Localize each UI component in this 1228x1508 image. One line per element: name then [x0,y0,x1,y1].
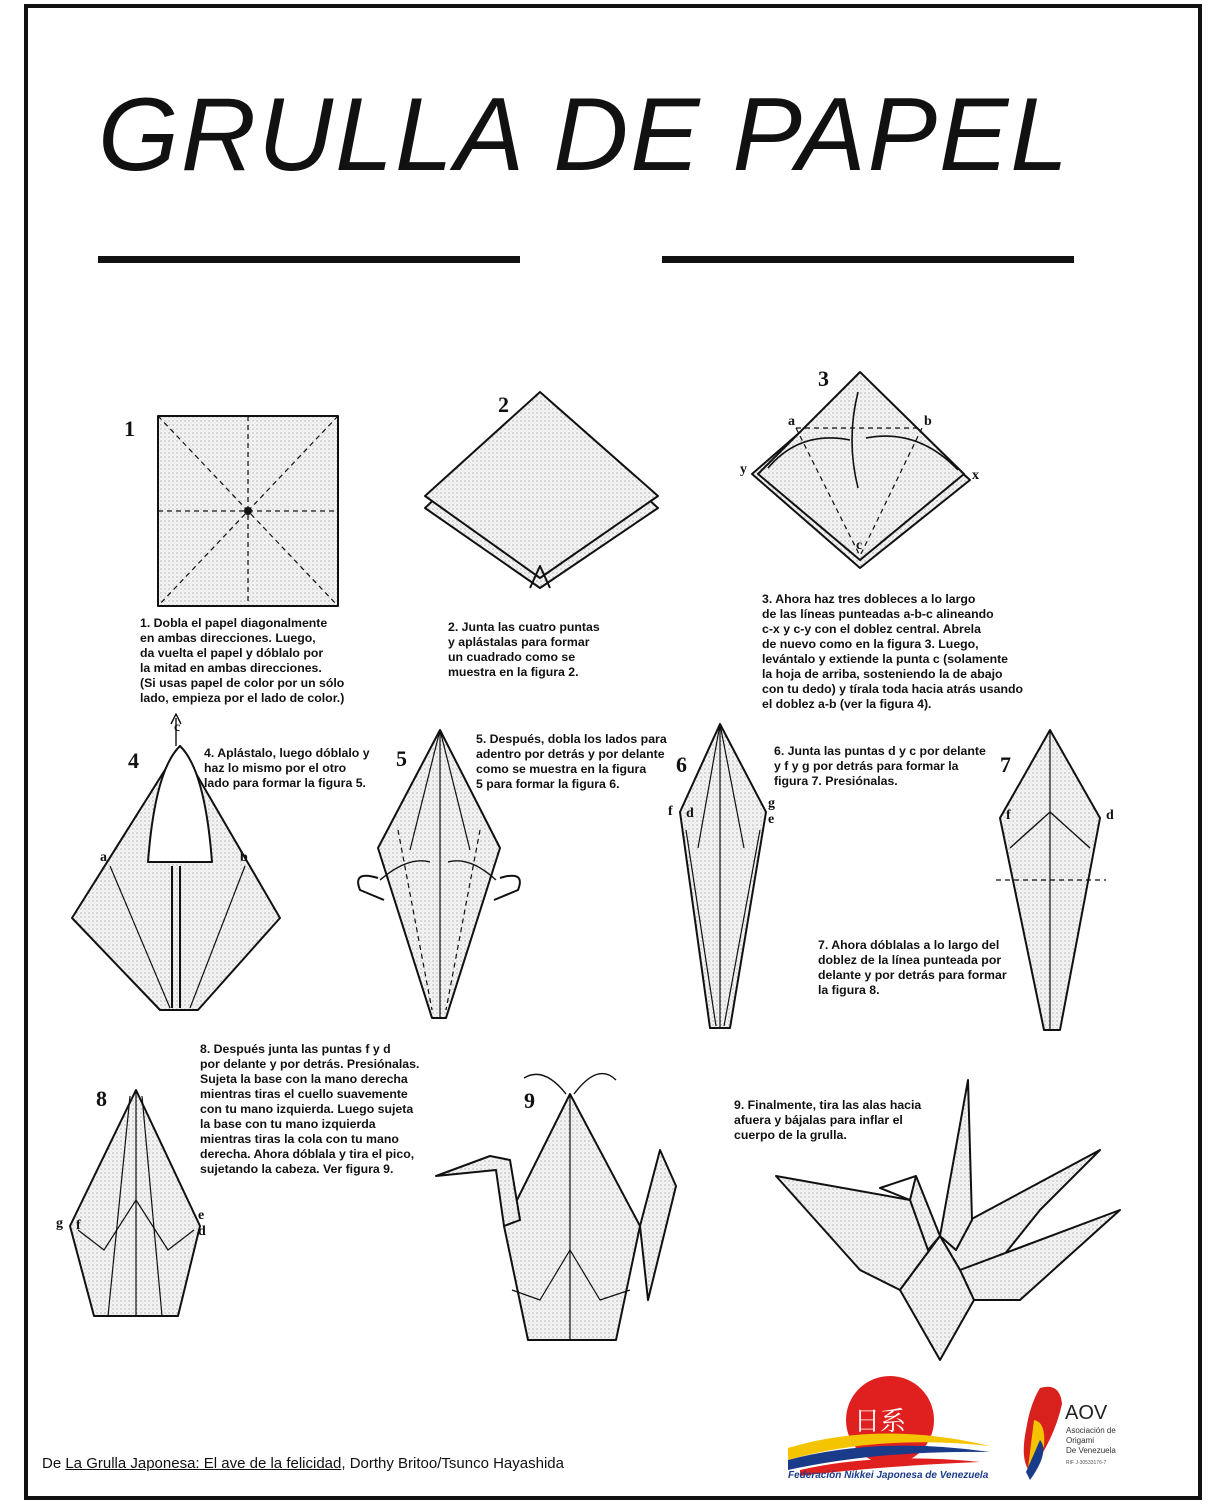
point-label-a: a [788,414,795,429]
figure-9-caption: 9. Finalmente, tira las alas hacia afuera y bájalas para inflar el cuerpo de la grulla. [734,1098,922,1142]
fig8-label-e: e [198,1208,205,1223]
point-label-c: c [856,538,863,553]
figure-9-number: 9 [524,1088,535,1113]
figure-7-caption: 7. Ahora dóblalas a lo largo del doblez de la línea punteada por delante y por detrás para formar la figura 8. [818,938,1007,997]
fig8-label-g: g [56,1216,63,1231]
point-label-y: y [740,462,747,477]
aov-registration: RIF J-30533176-7 [1066,1460,1107,1466]
source-book-title: La Grulla Japonesa: El ave de la felicidad [65,1455,342,1472]
figure-5-caption: 5. Después, dobla los lados para adentro por detrás y por delante como se muestra en la figura 5 para formar la figura 6. [476,732,667,791]
figure-1-number: 1 [124,416,135,441]
source-credit: De La Grulla Japonesa: El ave de la felicidad, Dorthy Britoo/Tsunco Hayashida [42,1455,564,1472]
figure-4-number: 4 [128,748,139,773]
figure-7-number: 7 [1000,752,1011,777]
figure-6-caption: 6. Junta las puntas d y c por delante y f y g por detrás para formar la figura 7. Presiónalas. [774,744,986,788]
figure-5-number: 5 [396,746,407,771]
figure-3-caption: 3. Ahora haz tres dobleces a lo largo de las líneas punteadas a-b-c alineando c-x y c-y con el doblez central. Abrela de nuevo como en la figura 3. Luego, levántalo y extiende la punta c (solamente la hoja de arriba, sosteniendo la de abajo con tu dedo) y tírala toda hacia atrás usando el doblez a-b (ver la figura 4). [762,592,1024,711]
fig8-label-d: d [198,1224,206,1239]
point-label-x: x [972,468,979,483]
figure-8-caption: 8. Después junta las puntas f y d por delante y por detrás. Presiónalas. Sujeta la base con la mano derecha mientras tiras el cuello suavemente con tu mano izquierda. Luego sujeta la base con tu mano izquierda mientras tiras la cola con tu mano derecha. Ahora dóblala y tira el pico, sujetando la cabeza. Ver figura 9. [200,1042,420,1176]
fig4-label-b: b [240,850,248,865]
fig6-label-d: d [686,806,694,821]
fig4-label-c: c [174,720,181,735]
federation-name: Federación Nikkei Japonesa de Venezuela [788,1470,989,1481]
fig7-label-f: f [1006,808,1011,823]
figure-6-number: 6 [676,752,687,777]
fig6-label-g: g [768,796,775,811]
figure-8-number: 8 [96,1086,107,1111]
aov-abbrev: AOV [1065,1402,1108,1424]
figure-2-number: 2 [498,392,509,417]
fig6-label-f: f [668,804,673,819]
aov-name: Asociación de Origami De Venezuela [1066,1426,1116,1455]
figure-4-caption: 4. Aplástalo, luego dóblalo y haz lo mismo por el otro lado para formar la figura 5. [204,746,370,790]
parrot-logo [1024,1387,1062,1480]
fig7-label-d: d [1106,808,1114,823]
federation-kanji: 日系 [854,1406,907,1436]
fig8-label-f: f [76,1218,81,1233]
fig6-label-e: e [768,812,775,827]
figure-1-caption: 1. Dobla el papel diagonalmente en ambas direcciones. Luego, da vuelta el papel y dóblalo por la mitad en ambas direcciones. (Si usas papel de color por un sólo lado, empieza por el lado de color.) [140,616,345,705]
page-title: GRULLA DE PAPEL [98,77,1071,193]
fig4-label-a: a [100,850,107,865]
figure-2-caption: 2. Junta las cuatro puntas y aplástalas para formar un cuadrado como se muestra en la figura 2. [448,620,600,679]
figure-3-number: 3 [818,366,829,391]
point-label-b: b [924,414,932,429]
